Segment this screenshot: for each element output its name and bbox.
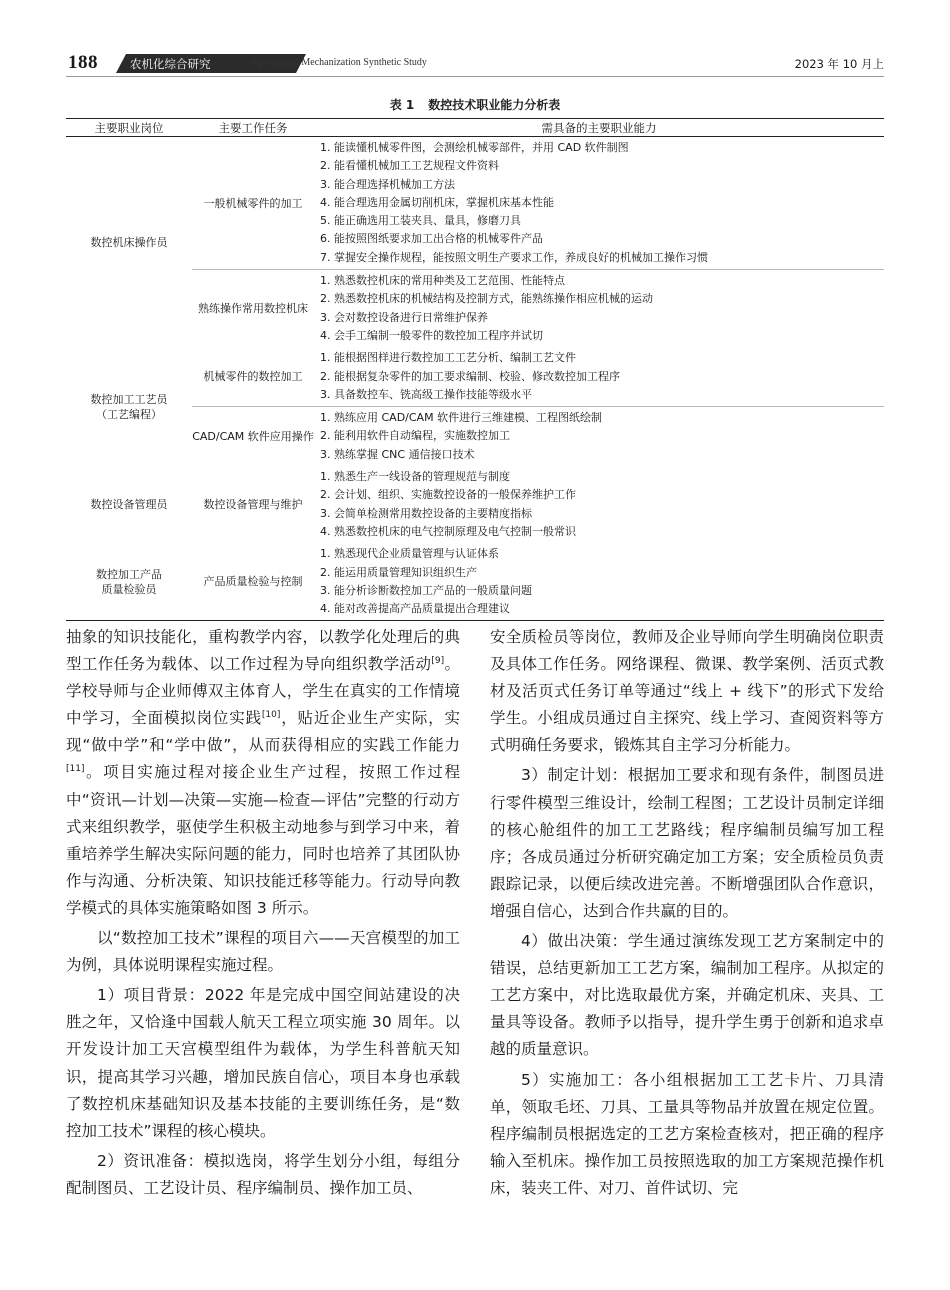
ability-cell — [314, 347, 884, 406]
body-paragraph — [66, 1148, 460, 1202]
ability-table — [66, 118, 884, 621]
paragraph-text: 1）项目背景：2022 年是完成中国空间站建设的决胜之年，又恰逢中国载人航天工程立项实施 30 周年。以开发设计加工天宫模型组件为载体，为学生科普航天知识，提高其学习兴趣，增加民族自信心，项目本身也承载了数控机床基础知识及基本技能的主要训练任务，是“数控加工技术”课程的核心模块。 — [66, 986, 460, 1140]
table-number: 表 1 — [389, 98, 415, 112]
task-cell: 数控设备管理与维护 — [203, 498, 303, 512]
table-row — [66, 137, 884, 270]
table-row — [66, 543, 884, 621]
ability-item: 2. 能看懂机械加工工艺规程文件资料 — [320, 159, 499, 173]
role-cell: 数控机床操作员 — [90, 235, 168, 249]
ability-item: 2. 能利用软件自动编程，实施数控加工 — [320, 429, 510, 443]
ability-item: 4. 能合理选用金属切削机床，掌握机床基本性能 — [320, 195, 554, 209]
ability-item: 2. 能根据复杂零件的加工要求编制、校验、修改数控加工程序 — [320, 369, 620, 383]
paragraph-text: 5）实施加工：各小组根据加工工艺卡片、刀具清单，领取毛坯、刀具、工量具等物品并放置在规定位置。程序编制员根据选定的工艺方案检查核对，把正确的程序输入至机床。操作加工员按照选取的加工方案规范操作机床，装夹工件、对刀、首件试切、完 — [490, 1070, 884, 1197]
ability-item: 4. 能对改善提高产品质量提出合理建议 — [320, 602, 510, 616]
paragraph-text: 。项目实施过程对接企业生产过程，按照工作过程中“资讯—计划—决策—实施—检查—评估”完整的行动方式来组织教学，驱使学生积极主动地参与到学习中来，着重培养学生解决实际问题的能力，同时也培养了其团队协作与沟通、分析决策、知识技能迁移等能力。行动导向教学模式的具体实施策略如图 3 所示。 — [66, 763, 460, 917]
column-header: 主要职业岗位 — [66, 119, 192, 137]
journal-title-cn: 农机化综合研究 — [130, 57, 211, 71]
ability-item: 3. 能合理选择机械加工方法 — [320, 177, 455, 191]
paragraph-text: 3）制定计划：根据加工要求和现有条件，制图员进行零件模型三维设计，绘制工程图；工艺设计员制定详细的核心舱组件的加工工艺路线；程序编制员编写加工程序；各成员通过分析研究确定加工方案；安全质检员负责跟踪记录，以便后续改进完善。不断增强团队合作意识，增强自信心，达到合作共赢的目的。 — [490, 766, 884, 920]
journal-title-en: Agricultural Mechanization Synthetic Study — [250, 57, 427, 68]
ability-item: 1. 能根据图样进行数控加工工艺分析、编制工艺文件 — [320, 351, 576, 365]
paragraph-text: 抽象的知识技能化，重构教学内容，以教学化处理后的典型工作任务为载体、以工作过程为导向组织教学活动 — [66, 628, 460, 674]
ability-item: 2. 会计划、组织、实施数控设备的一般保养维护工作 — [320, 488, 576, 502]
paragraph-text: 。学校导师与企业师傅双主体育人，学生在真实的工作情境中学习，全面模拟岗位实践 — [66, 655, 460, 728]
table-body — [66, 137, 884, 621]
body-paragraph — [66, 925, 460, 979]
page-number: 188 — [68, 52, 98, 73]
task-cell: 产品质量检验与控制 — [192, 543, 314, 621]
column-header: 主要工作任务 — [192, 119, 314, 137]
citation-ref: [10] — [261, 710, 281, 721]
ability-item: 1. 熟练应用 CAD/CAM 软件进行三维建模、工程图纸绘制 — [320, 411, 603, 425]
body-paragraph — [490, 928, 884, 1063]
table-title: 数控技术职业能力分析表 — [428, 98, 561, 112]
column-header: 需具备的主要职业能力 — [314, 119, 884, 137]
ability-item: 3. 具备数控车、铣高级工操作技能等级水平 — [320, 387, 532, 401]
paragraph-text: 以“数控加工技术”课程的项目六——天宫模型的加工为例，具体说明课程实施过程。 — [66, 929, 460, 975]
ability-item: 3. 会对数控设备进行日常维护保养 — [320, 310, 488, 324]
task-cell: 一般机械零件的加工 — [203, 196, 303, 210]
ability-item: 5. 能正确选用工装夹具、量具，修磨刀具 — [320, 214, 521, 228]
body-paragraph — [66, 624, 460, 922]
ability-item: 2. 能运用质量管理知识组织生产 — [320, 565, 477, 579]
ability-item: 7. 掌握安全操作规程，能按照文明生产要求工作，养成良好的机械加工操作习惯 — [320, 250, 708, 264]
citation-ref: [9] — [431, 655, 445, 666]
paragraph-text: 2）资讯准备：模拟选岗，将学生划分小组，每组分配制图员、工艺设计员、程序编制员、操作加工员、 — [66, 1151, 460, 1197]
ability-item: 6. 能按照图纸要求加工出合格的机械零件产品 — [320, 232, 543, 246]
issue-date: 2023 年 10 月上 — [794, 57, 884, 71]
ability-item: 1. 能读懂机械零件图，会测绘机械零部件，并用 CAD 软件制图 — [320, 141, 629, 154]
task-cell: CAD/CAM 软件应用操作 — [192, 407, 314, 466]
role-cell: 数控设备管理员 — [90, 498, 168, 512]
table-row — [66, 466, 884, 543]
ability-cell — [314, 407, 884, 466]
body-paragraph — [490, 762, 884, 925]
ability-item: 3. 熟练掌握 CNC 通信接口技术 — [320, 447, 475, 461]
paragraph-text: 安全质检员等岗位，教师及企业导师向学生明确岗位职责及具体工作任务。网络课程、微课、教学案例、活页式教材及活页式任务订单等通过“线上 + 线下”的形式下发给学生。小组成员通过自主探究、线上学习、查阅资料等方式明确任务要求，锻炼其自主学习分析能力。 — [490, 628, 884, 755]
task-cell: 机械零件的数控加工 — [203, 370, 303, 384]
paragraph-text: ，贴近企业生产实际，实现“做中学”和“学中做”，从而获得相应的实践工作能力 — [66, 709, 460, 755]
role-cell: 数控加工工艺员 （工艺编程） — [90, 392, 168, 421]
page-header — [66, 50, 884, 78]
ability-cell — [314, 270, 884, 348]
ability-item: 1. 熟悉生产一线设备的管理规范与制度 — [320, 470, 510, 484]
ability-item: 2. 熟悉数控机床的机械结构及控制方式，能熟练操作相应机械的运动 — [320, 292, 653, 306]
ability-item: 4. 会手工编制一般零件的数控加工程序并试切 — [320, 328, 543, 342]
body-column-right — [490, 624, 884, 1205]
body-column-left — [66, 624, 460, 1205]
ability-item: 3. 会简单检测常用数控设备的主要精度指标 — [320, 506, 532, 520]
table-caption — [66, 96, 884, 113]
body-paragraph — [490, 1067, 884, 1202]
table-header-row — [66, 119, 884, 137]
task-cell: 熟练操作常用数控机床 — [192, 270, 314, 348]
body-paragraph — [66, 982, 460, 1145]
body-paragraph — [490, 624, 884, 759]
ability-cell — [314, 466, 884, 543]
header-rule — [66, 76, 884, 77]
ability-item: 1. 熟悉数控机床的常用种类及工艺范围、性能特点 — [320, 274, 565, 288]
table-row — [66, 347, 884, 406]
role-cell: 数控加工产品 质量检验员 — [66, 543, 192, 621]
ability-item: 1. 熟悉现代企业质量管理与认证体系 — [320, 547, 499, 561]
ability-item: 4. 熟悉数控机床的电气控制原理及电气控制一般常识 — [320, 524, 576, 538]
ability-cell — [314, 543, 884, 621]
ability-item: 3. 能分析诊断数控加工产品的一般质量问题 — [320, 583, 532, 597]
ability-cell — [314, 137, 884, 270]
citation-ref: [11] — [66, 764, 85, 775]
paragraph-text: 4）做出决策：学生通过演练发现工艺方案制定中的错误，总结更新加工工艺方案，编制加工程序。从拟定的工艺方案中，对比选取最优方案，并确定机床、夹具、工量具等设备。教师予以指导，提升学生勇于创新和追求卓越的质量意识。 — [490, 932, 884, 1059]
